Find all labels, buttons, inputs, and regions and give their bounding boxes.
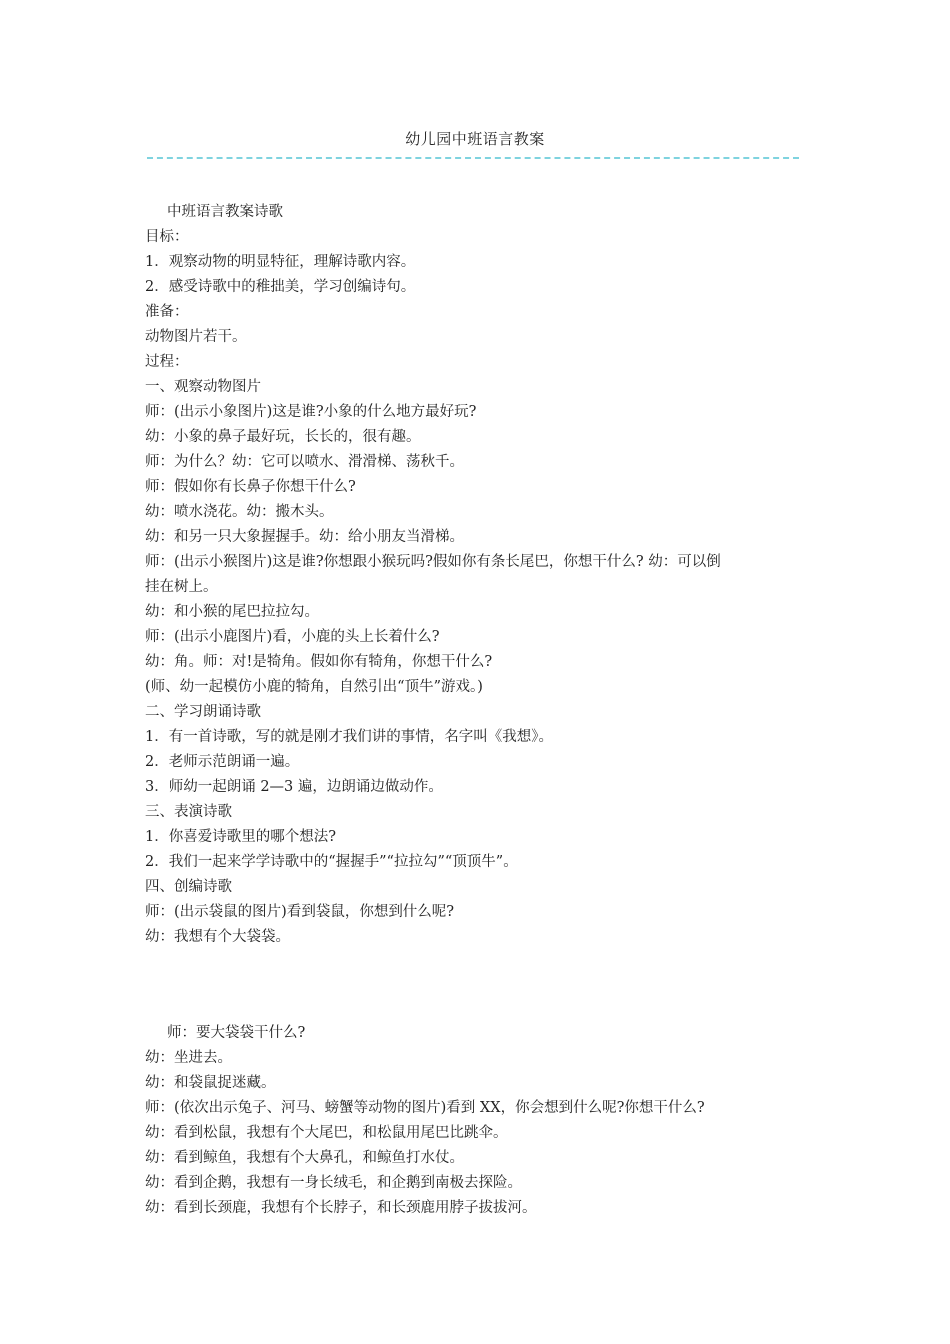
title-divider xyxy=(147,157,799,159)
text-line: 师：(出示小猴图片)这是谁?你想跟小猴玩吗?假如你有条长尾巴，你想干什么? 幼：可以倒 xyxy=(145,554,721,570)
text-line: 幼：看到鲸鱼，我想有个大鼻孔，和鲸鱼打水仗。 xyxy=(145,1150,464,1166)
text-line: 幼：和另一只大象握握手。幼：给小朋友当滑梯。 xyxy=(145,529,464,545)
text-line: 幼：和小猴的尾巴拉拉勾。 xyxy=(145,604,319,620)
content-block-1 xyxy=(145,200,810,950)
text-line: 1．观察动物的明显特征，理解诗歌内容。 xyxy=(145,254,416,270)
text-line: 幼：喷水浇花。幼：搬木头。 xyxy=(145,504,334,520)
text-line: 2．感受诗歌中的稚拙美，学习创编诗句。 xyxy=(145,279,416,295)
text-line: 目标： xyxy=(145,229,189,245)
section-heading: 中班语言教案诗歌 xyxy=(167,204,283,220)
text-line: 准备： xyxy=(145,304,189,320)
text-line: 3．师幼一起朗诵 2—3 遍，边朗诵边做动作。 xyxy=(145,779,443,795)
text-line: 过程： xyxy=(145,354,189,370)
text-line: 一、观察动物图片 xyxy=(145,379,261,395)
text-line: 1．有一首诗歌，写的就是刚才我们讲的事情，名字叫《我想》。 xyxy=(145,729,553,745)
text-line: 幼：看到企鹅，我想有一身长绒毛，和企鹅到南极去探险。 xyxy=(145,1175,522,1191)
text-line: 动物图片若干。 xyxy=(145,329,247,345)
text-line: 挂在树上。 xyxy=(145,579,218,595)
text-line: 2．我们一起来学学诗歌中的“握握手”“拉拉勾”“顶顶牛”。 xyxy=(145,854,518,870)
text-line: 幼：看到长颈鹿，我想有个长脖子，和长颈鹿用脖子拔拔河。 xyxy=(145,1200,537,1216)
text-line: 师：为什么？幼：它可以喷水、滑滑梯、荡秋千。 xyxy=(145,454,464,470)
text-line: 师：假如你有长鼻子你想干什么? xyxy=(145,479,356,495)
content-block-2 xyxy=(145,1021,810,1221)
text-line: 三、表演诗歌 xyxy=(145,804,232,820)
text-line: (师、幼一起模仿小鹿的犄角，自然引出“顶牛”游戏。) xyxy=(145,679,483,695)
document-title: 幼儿园中班语言教案 xyxy=(405,130,545,148)
text-line: 师：(出示小象图片)这是谁?小象的什么地方最好玩? xyxy=(145,404,477,420)
text-line: 幼：看到松鼠，我想有个大尾巴，和松鼠用尾巴比跳伞。 xyxy=(145,1125,508,1141)
text-line: 1．你喜爱诗歌里的哪个想法? xyxy=(145,829,336,845)
text-line: 师：要大袋袋干什么? xyxy=(167,1025,306,1041)
text-line: 二、学习朗诵诗歌 xyxy=(145,704,261,720)
text-line: 师：(依次出示兔子、河马、螃蟹等动物的图片)看到 XX，你会想到什么呢?你想干什么? xyxy=(145,1100,705,1116)
text-line: 幼：角。师：对!是犄角。假如你有犄角，你想干什么? xyxy=(145,654,493,670)
text-line: 幼：和袋鼠捉迷藏。 xyxy=(145,1075,276,1091)
text-line: 师：(出示袋鼠的图片)看到袋鼠，你想到什么呢? xyxy=(145,904,455,920)
text-line: 幼：小象的鼻子最好玩，长长的，很有趣。 xyxy=(145,429,421,445)
text-line: 师：(出示小鹿图片)看，小鹿的头上长着什么? xyxy=(145,629,440,645)
text-line: 2．老师示范朗诵一遍。 xyxy=(145,754,300,770)
text-line: 四、创编诗歌 xyxy=(145,879,232,895)
text-line: 幼：坐进去。 xyxy=(145,1050,232,1066)
text-line: 幼：我想有个大袋袋。 xyxy=(145,929,290,945)
